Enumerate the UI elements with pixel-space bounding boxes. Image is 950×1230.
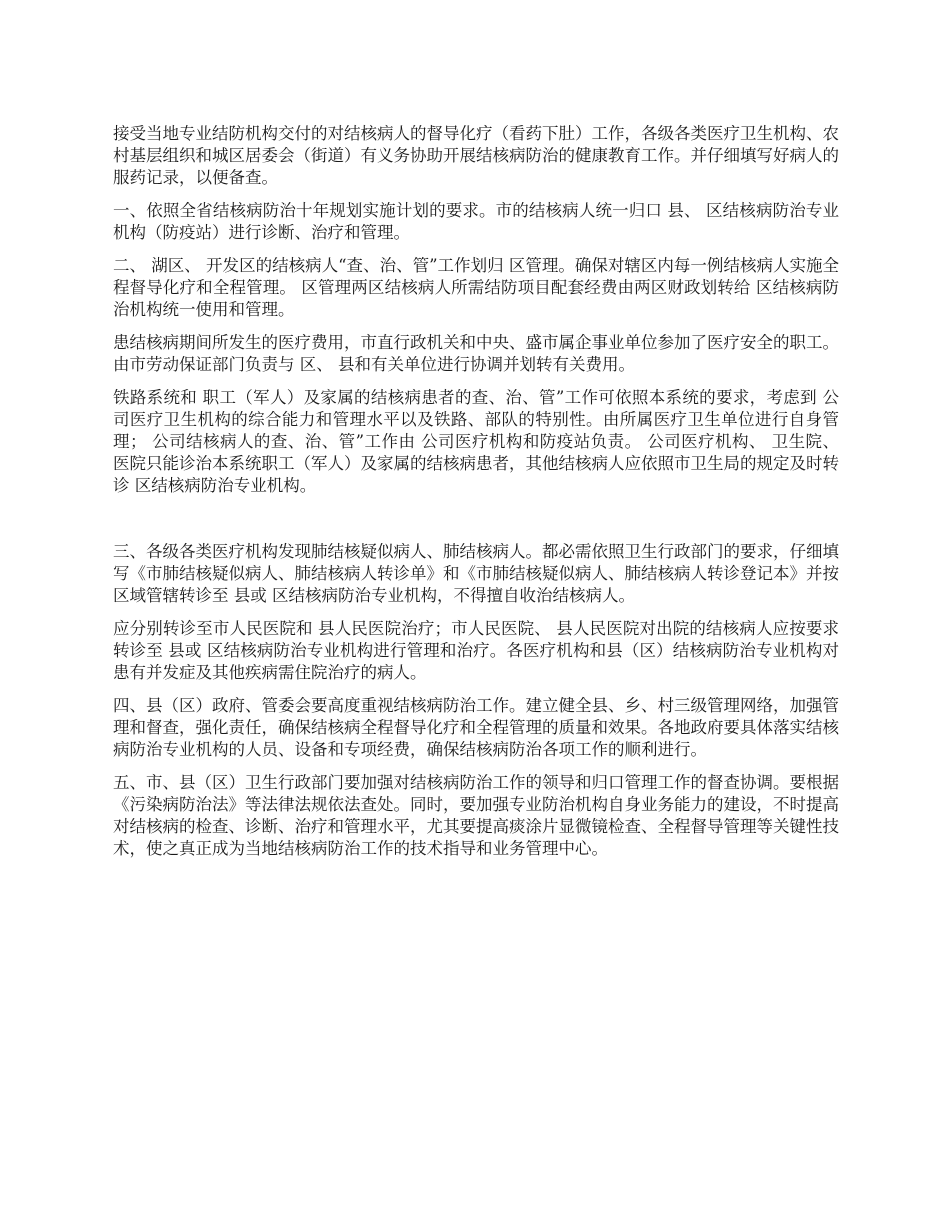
- paragraph-section-5: 五、市、县（区）卫生行政部门要加强对结核病防治工作的领导和归口管理工作的督查协调。要根据《污染病防治法》等法律法规依法查处。同时，要加强专业防治机构自身业务能力的建设，不时提高对结核病的检查、诊断、治疗和管理水平，尤其要提高痰涂片显微镜检查、全程督导管理等关键性技术，使之真正成为当地结核病防治工作的技术指导和业务管理中心。: [113, 773, 839, 858]
- paragraph-hospital-referral: 应分别转诊至市人民医院和 县人民医院治疗；市人民医院、 县人民医院对出院的结核病人应按要求转诊至 县或 区结核病防治专业机构进行管理和治疗。各医疗机构和县（区）结核病防治专业机构对患有并发症及其他疾病需住院治疗的病人。: [113, 619, 839, 682]
- paragraph-railway-system: 铁路系统和 职工（军人）及家属的结核病患者的查、治、管”工作可依照本系统的要求，考虑到 公司医疗卫生机构的综合能力和管理水平以及铁路、部队的特别性。由所属医疗卫生单位进行自身管理； 公司结核病人的查、治、管”工作由 公司医疗机构和防疫站负责。 公司医疗机构、 卫生院、 医院只能诊治本系统职工（军人）及家属的结核病患者，其他结核病人应依照市卫生局的规定及时转诊 区结核病防治专业机构。: [113, 388, 839, 495]
- paragraph-section-3: 三、各级各类医疗机构发现肺结核疑似病人、肺结核病人。都必需依照卫生行政部门的要求，仔细填写《市肺结核疑似病人、肺结核病人转诊单》和《市肺结核疑似病人、肺结核病人转诊登记本》并按区域管辖转诊至 县或 区结核病防治专业机构，不得擅自收治结核病人。: [113, 542, 839, 605]
- paragraph-section-1: 一、依照全省结核病防治十年规划实施计划的要求。市的结核病人统一归口 县、 区结核病防治专业机构（防疫站）进行诊断、治疗和管理。: [113, 201, 839, 242]
- paragraph-spacer: [113, 508, 839, 541]
- paragraph-intro: 接受当地专业结防机构交付的对结核病人的督导化疗（看药下肚）工作，各级各类医疗卫生机构、农村基层组织和城区居委会（街道）有义务协助开展结核病防治的健康教育工作。并仔细填写好病人的服药记录，以便备查。: [113, 124, 839, 187]
- paragraph-medical-costs: 患结核病期间所发生的医疗费用，市直行政机关和中央、盛市属企事业单位参加了医疗安全的职工。由市劳动保证部门负责与 区、 县和有关单位进行协调并划转有关费用。: [113, 333, 839, 374]
- document-body: [113, 123, 839, 871]
- paragraph-section-4: 四、县（区）政府、管委会要高度重视结核病防治工作。建立健全县、乡、村三级管理网络，加强管理和督查，强化责任，确保结核病全程督导化疗和全程管理的质量和效果。各地政府要具体落实结核病防治专业机构的人员、设备和专项经费，确保结核病防治各项工作的顺利进行。: [113, 696, 839, 759]
- paragraph-section-2: 二、 湖区、 开发区的结核病人“查、治、管”工作划归 区管理。确保对辖区内每一例结核病人实施全程督导化疗和全程管理。 区管理两区结核病人所需结防项目配套经费由两区财政划转给 区结核病防治机构统一使用和管理。: [113, 256, 839, 319]
